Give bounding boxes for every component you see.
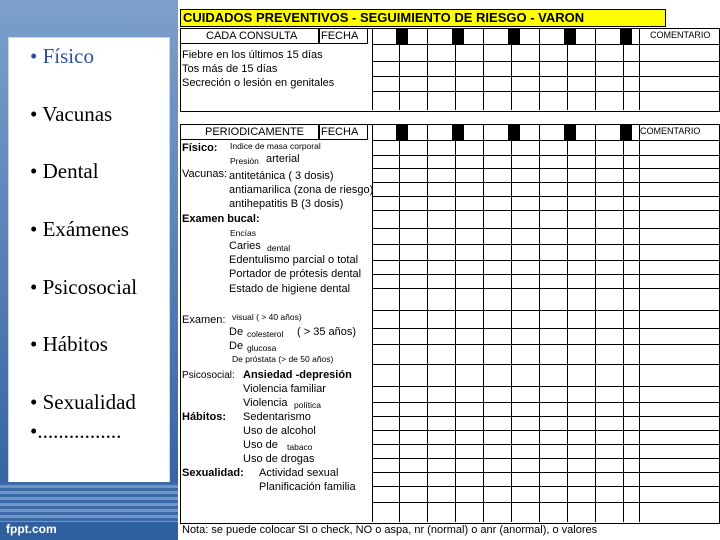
filled-cell xyxy=(564,125,576,140)
item-text: De próstata (> de 50 años) xyxy=(232,354,334,364)
label-sexualidad: Sexualidad: xyxy=(182,467,244,479)
item-text: Sedentarismo xyxy=(243,411,311,423)
label-examen: Examen: xyxy=(182,314,226,326)
item-text: visual ( > 40 años) xyxy=(232,312,302,322)
bullet-label: Exámenes xyxy=(42,217,129,241)
item-text: arterial xyxy=(266,153,300,165)
filled-cell xyxy=(396,125,408,140)
decorative-stripes xyxy=(0,482,178,522)
label-habitos: Hábitos: xyxy=(182,411,226,423)
item-text: Edentulismo parcial o total xyxy=(229,254,359,266)
filled-cell xyxy=(620,125,632,140)
bullet-dental: • Dental xyxy=(30,159,99,183)
filled-cell xyxy=(508,125,520,140)
item-text: De xyxy=(229,326,244,338)
header-comment: COMENTARIO xyxy=(640,126,701,136)
item-text: glucosa xyxy=(247,343,277,353)
item-text: Violencia xyxy=(243,397,288,409)
item-text: Violencia familiar xyxy=(243,383,326,395)
item-text: Actividad sexual xyxy=(259,467,339,479)
label-fisico: Físico: xyxy=(182,142,218,154)
bullet-examenes: • Exámenes xyxy=(30,217,129,241)
item-text: dental xyxy=(267,243,291,253)
filled-cell xyxy=(396,29,408,44)
bullet-label: Vacunas xyxy=(42,102,113,126)
bullet-label: Físico xyxy=(42,44,94,68)
bullet-psicosocial: • Psicosocial xyxy=(30,275,138,299)
item-text: Portador de prótesis dental xyxy=(229,268,362,280)
filled-cell xyxy=(620,29,632,44)
header-date: FECHA xyxy=(321,30,359,42)
item-text: Indice de masa corporal xyxy=(230,141,321,151)
header-periodic: PERIODICAMENTE xyxy=(205,126,305,138)
row-label: Fiebre en los últimos 15 días xyxy=(182,49,323,61)
item-text: Encías xyxy=(230,228,256,238)
bullet-label: Hábitos xyxy=(42,332,108,356)
item-text: Ansiedad -depresión xyxy=(243,369,352,381)
item-text: Presión xyxy=(230,156,259,166)
header-date: FECHA xyxy=(321,126,359,138)
filled-cell xyxy=(452,125,464,140)
filled-cell xyxy=(508,29,520,44)
item-text: Uso de xyxy=(243,439,278,451)
grid-each-visit xyxy=(372,28,719,110)
footer-note: Nota: se puede colocar SI o check, NO o aspa, nr (normal) o anr (anormal), o valores xyxy=(182,524,598,536)
header-comment: COMENTARIO xyxy=(650,30,711,40)
bullet-vacunas: • Vacunas xyxy=(30,102,113,126)
item-text: De xyxy=(229,340,244,352)
bullet-label: Sexualidad xyxy=(42,390,136,414)
item-text: antitetánica ( 3 dosis) xyxy=(229,170,334,182)
bullet-habitos: • Hábitos xyxy=(30,332,108,356)
header-each-visit: CADA CONSULTA xyxy=(206,30,298,42)
item-text: tabaco xyxy=(287,442,313,452)
watermark: fppt.com xyxy=(6,522,57,536)
label-psicosocial: Psicosocial: xyxy=(182,370,235,381)
bullet-more: •................ xyxy=(30,419,122,443)
item-text: Estado de higiene dental xyxy=(229,283,351,295)
filled-cell xyxy=(564,29,576,44)
filled-cell xyxy=(452,29,464,44)
page-title: CUIDADOS PREVENTIVOS - SEGUIMIENTO DE RIESGO - VARON xyxy=(180,9,666,27)
item-text: colesterol xyxy=(247,329,284,339)
bullet-sexualidad: • Sexualidad xyxy=(30,390,136,414)
item-text: Uso de drogas xyxy=(243,453,315,465)
bullet-fisico: • Físico xyxy=(30,44,94,68)
bullet-label: Psicosocial xyxy=(42,275,138,299)
row-label: Tos más de 15 días xyxy=(182,63,278,75)
item-text: antiamarilica (zona de riesgo) xyxy=(229,184,374,196)
bullet-label: Dental xyxy=(42,159,99,183)
item-text: política xyxy=(294,400,321,410)
label-vacunas: Vacunas: xyxy=(182,168,228,180)
item-text: Planificación familia xyxy=(259,481,356,493)
item-text: Uso de alcohol xyxy=(243,425,316,437)
item-text: antihepatitis B (3 dosis) xyxy=(229,198,344,210)
label-dental: Examen bucal: xyxy=(182,213,260,225)
row-label: Secreción o lesión en genitales xyxy=(182,77,335,89)
item-text: ( > 35 años) xyxy=(297,326,357,338)
item-text: Caries xyxy=(229,240,261,252)
grid-periodic xyxy=(372,124,719,522)
